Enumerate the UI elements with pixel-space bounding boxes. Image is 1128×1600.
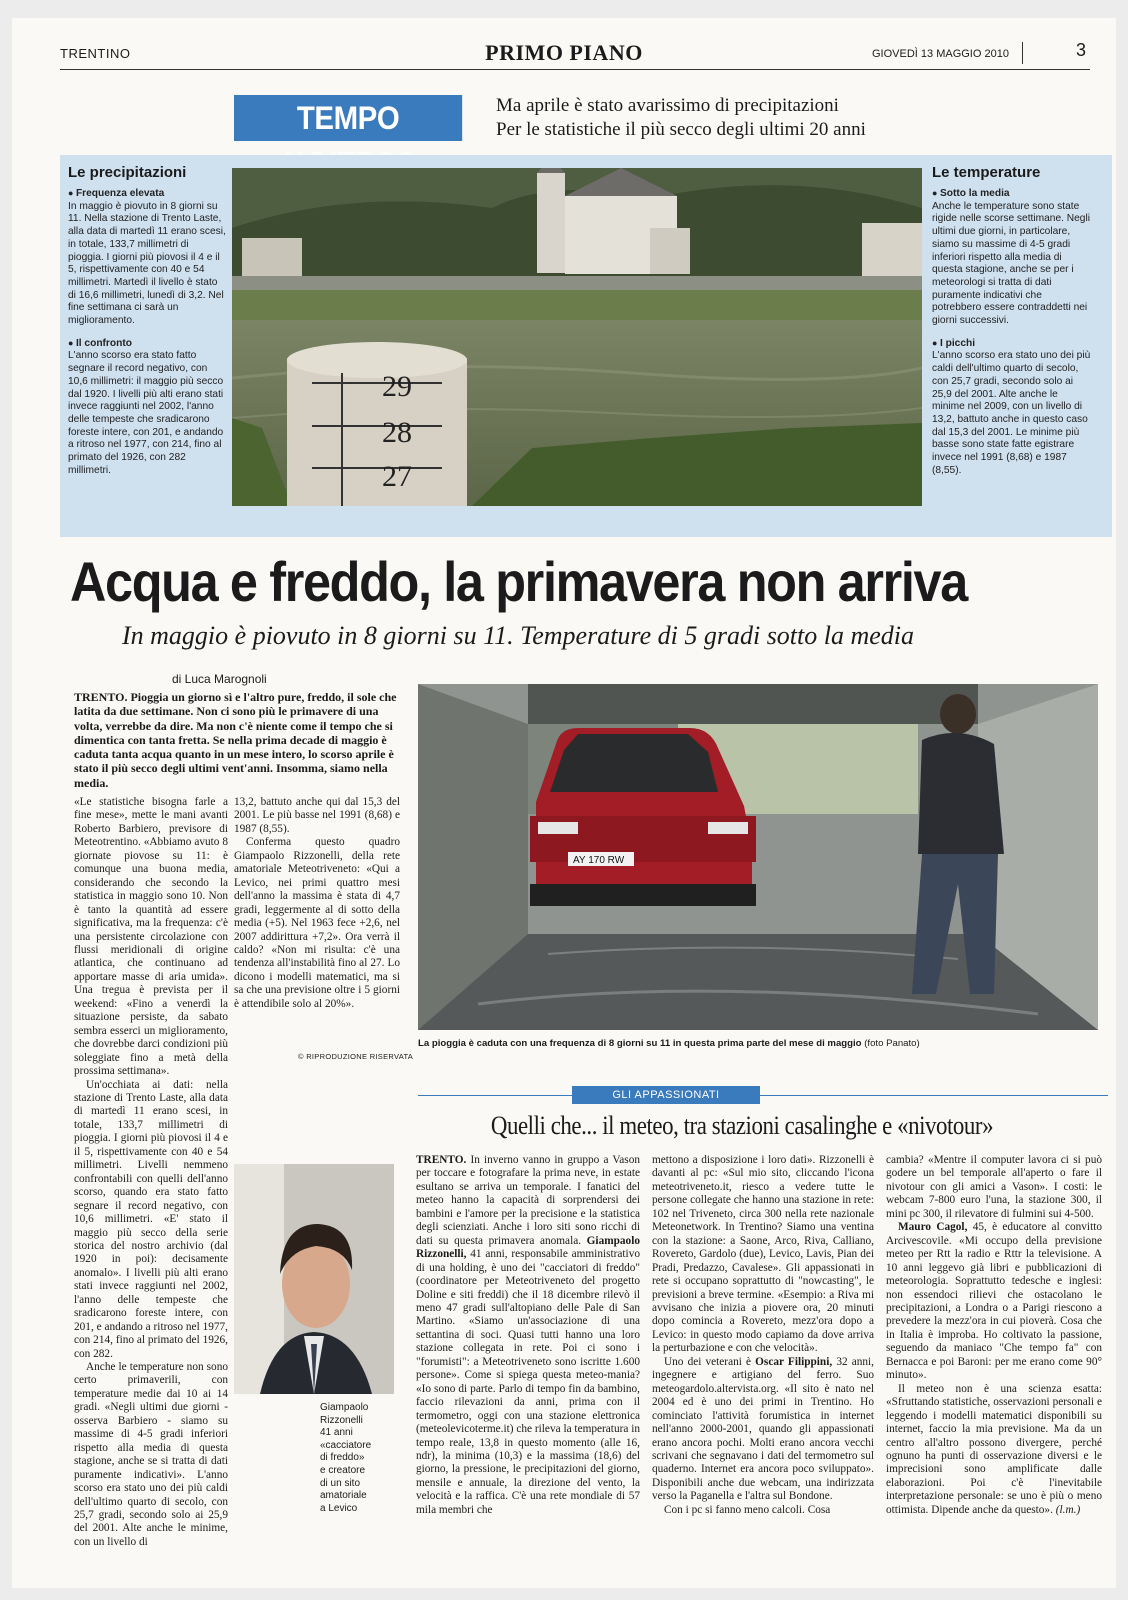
caption-text: La pioggia è caduta con una frequenza di 8 giorni su 11 in questa prima parte del mese di maggio <box>418 1038 862 1049</box>
precipitation-title: Le precipitazioni <box>68 164 187 181</box>
frequency-heading: ● Frequenza elevata <box>68 188 164 199</box>
gauge-number-27: 27 <box>382 460 412 493</box>
precipitation-panel <box>68 164 226 477</box>
page-number: 3 <box>1076 40 1087 60</box>
main-subhead: In maggio è piovuto in 8 giorni su 11. Temperature di 5 gradi sotto la media <box>122 621 915 650</box>
appassionati-column-1: TRENTO. In inverno vanno in gruppo a Vason per toccare e fotografare la prima neve, in estate esultano se arriva un temporale. I fanatici del meteo hanno la capacità di sorprendersi dei bambini e l'amore per la precisione e la statistica degli scienziati. Anche i loro siti sono ricchi di dati su questa primavera anomala. Giampaolo Rizzonelli, 41 anni, responsabile amministrativo di una holding, è uno dei "cacciatori di freddo" (coordinatore per Meteotriveneto del progetto Doline e siti freddi) che il 18 dicembre rilevò il meno 47 gradi sull'altopiano delle Pale di San Martino. «Siamo un'associazione di una settantina di soci. Quasi tutti hanno una loro stazione collegata in rete. Poi ci sono i "forumisti": a Meteotriveneto sono iscritte 1.600 persone». Come si spiega questa meteo-mania? «Io sono di parte. Parlo di tempo fin da bambino, faccio rilevazioni da anni, prima con il termometro, oggi con una stazione elettronica (meteolevicoterme.it) che rileva la temperatura in tempo reale, 13,8 in questo momento (alle 16, ndr), la minima (10,3) e la massima (18,6) del giorno, la pressione, le precipitazioni del giorno, mensile e annuale, la direzione del vento, la velocità e la raffica. C'è una rete mondiale di 57 mila membri che <box>416 1154 640 1516</box>
col2-paragraph-2: Conferma questo quadro Giampaolo Rizzonelli, della rete amatoriale Meteotriveneto: «Qui a Levico, nei primi quattro mesi dell'anno la massima è stata di 4,7 gradi, leggermente al di sotto della media (+5). Nel 1963 fece +2,6, nel 2007 addirittura +7,2». Ora verrà il caldo? «Non mi risulta: c'è una tendenza all'instabilità fino al 27. Lo dicono i modelli matematici, ma si sa che una previsione oltre i 5 giorni è attendibile solo al 20%». <box>234 836 400 1010</box>
newspaper-page <box>12 18 1116 1588</box>
person-filippini: Oscar Filippini, <box>755 1355 833 1368</box>
appassionati-column-3: cambia? «Mentre il computer lavora ci si può godere un bel temporale all'aperto o fare il nivotour con gli amici a Vason». I costi: le webcam 7-800 euro l'una, la stazione 300, il mini pc 300, il rilevatore di fulmini sui 4-500. Mauro Cagol, 45, è educatore al convitto Arcivescovile. «Mi occupo della previsione meteo per Rtt la radio e Rttr la televisione. A 10 anni leggevo già libri e pubblicazioni di meteorologia. Soprattutto tedesche e inglesi: non essendoci rilievi che ostacolano le precipitazioni, a Londra o a Parigi riescono a prevedere la mezz'ora in cui pioverà. Cosa che in Italia è improba. Ho coltivato la passione, seguendo da maniaco "Che tempo fa" con Bernacca e poi Baroni: per me erano come 90° minuto». Il meteo non è una scienza esatta: «Sfruttando statistiche, osservazioni personali e leggendo i modelli matematici disponibili su internet, faccio la mia previsione. Ma da un centro all'altro possono divergere, perché ognuno ha punti di osservazione diversi e le imprecisioni sono amplificate dalle elaborazioni. Poi c'è l'inevitabile interpretazione personale: se uno è più o meno ottimista. Dipende anche da questo». (l.m.) <box>886 1154 1102 1516</box>
gauge-number-28: 28 <box>382 416 412 449</box>
article-column-1 <box>74 796 228 1556</box>
gauge-number-29: 29 <box>382 370 412 403</box>
col1-paragraph-1: «Le statistiche bisogna farle a fine mese», mette le mani avanti Roberto Barbiero, previsore di Meteotrentino. «Abbiamo avuto 8 giornate piovose su 11: è comunque una buona media, considerando che secondo la statistica in maggio sono 10. Non è tanto la quantità ad essere significativa, ma la frequenza: c'è una persistente circolazione con flussi meridionali di origine atlantica, che continuano ad apportare masse di aria umida». Una tregua è prevista per il weekend: «Fino a venerdì la situazione persiste, da sabato sembra esserci un miglioramento, che dovrebbe darci condizioni più soleggiate fino a metà della prossima settimana». <box>74 796 228 1078</box>
temperature-title: Le temperature <box>932 164 1041 181</box>
header-separator <box>1022 42 1023 64</box>
below-average-heading: ● Sotto la media <box>932 188 1010 199</box>
appassionati-dateline: TRENTO. <box>416 1154 467 1166</box>
col1-paragraph-3: Anche le temperature non sono certo primaverili, con temperature medie dai 10 ai 14 gradi. «Negli ultimi due giorni - osserva Barbiero - siamo su massime di 4-5 gradi inferiori rispetto alla media di questa stagione, anche se si tratta di dati puramente indicativi». L'anno scorso era stato uno dei più caldi dell'ultimo quarto di secolo, con 25,7 gradi, secondo solo ai 25,9 del 2001. Alte anche le minime, con un livello di <box>74 1361 228 1548</box>
col1-paragraph-2: Un'occhiata ai dati: nella stazione di Trento Laste, alla data di martedì 11 erano scesi, in totale, 133,7 millimetri di pioggia. I giorni più piovosi il 4 e il 5, rispettivamente con 40 e 54 millimetri. Livelli nemmeno confrontabili con quelli dell'anno scorso, quando era stato fatto segnare il record negativo, con 10,6 millimetri. «E' stato il maggio più secco della serie storica del nostro archivio (dal 1920 in poi): decisamente anomalo». I livelli più alti erano stati invece raggiunti nel 2002, l'anno delle tempeste che sradicarono foreste intere, con 201, e andando a ritroso nel 1977, con 214, fino al primato del 1926, con 282. <box>74 1078 228 1360</box>
kicker <box>496 94 926 142</box>
byline: di Luca Marognoli <box>172 672 267 686</box>
below-average-text: Anche le temperature sono state rigide nelle scorse settimane. Negli ultimi due giorni, in particolare, siamo su massime di 4-5 gradi inferiori rispetto alla media di questa stagione, anche se per i meteorologi si tratta di dati puramente indicativi che potrebbero essere contraddetti nei giorni successivi. <box>932 200 1090 327</box>
portrait-caption: Giampaolo Rizzonelli 41 anni «cacciatore di freddo» e creatore di un sito amatoriale a Levico <box>320 1402 372 1514</box>
section-rule <box>418 1095 1108 1096</box>
temperature-panel <box>932 164 1092 477</box>
comparison-heading: ● Il confronto <box>68 338 132 349</box>
header-rule <box>60 69 1090 70</box>
issue-date: GIOVEDÌ 13 MAGGIO 2010 <box>872 48 1009 60</box>
kicker-line-1: Ma aprile è stato avarissimo di precipitazioni <box>496 95 839 116</box>
author-signature: (l.m.) <box>1055 1503 1081 1516</box>
frequency-text: In maggio è piovuto in 8 giorni su 11. Nella stazione di Trento Laste, alla data di martedì 11 erano scesi, in totale, 133,7 millimetri di pioggia. I giorni più piovosi il 4 e il 5, rispettivamente con 40 e 54 millimetri. Martedì il livello è stato di 16,6 millimetri, lunedì di 3,2. Nel fine settimana ci sarà un miglioramento. <box>68 200 226 327</box>
river-photo <box>232 168 922 506</box>
person-rizzonelli: Giampaolo Rizzonelli, <box>416 1234 640 1261</box>
article-column-2 <box>234 796 400 1046</box>
dateline: TRENTO. <box>74 690 128 704</box>
secondary-headline: Quelli che... il meteo, tra stazioni casalinghe e «nivotour» <box>490 1111 994 1140</box>
comparison-text: L'anno scorso era stato fatto segnare il record negativo, con 10,6 millimetri: il maggio più secco dal 1920. I livelli più alti erano stati invece raggiunti nel 2002, l'anno delle tempeste che sradicarono foreste intere, con 201, e andando a ritroso nel 1977, con 214, fino al primato del 1926, con 282 millimetri. <box>68 350 224 476</box>
section-tag-appassionati: GLI APPASSIONATI <box>572 1086 760 1104</box>
article-intro <box>74 690 402 790</box>
section-label: TRENTINO <box>60 46 131 61</box>
person-cagol: Mauro Cagol, <box>898 1221 968 1234</box>
page-title: PRIMO PIANO <box>485 40 643 65</box>
flooded-underpass-photo <box>418 684 1098 1030</box>
license-plate: AY 170 RW <box>573 855 625 866</box>
portrait-photo <box>234 1164 394 1394</box>
appassionati-column-2: mettono a disposizione i loro dati». Rizzonelli è davanti al pc: «Sul mio sito, cliccando l'icona meteotriveneto.it, riesco a vedere tutte le persone collegate che hanno una stazione in rete: 102 nel Triveneto, circa 300 nella rete nazionale Meteonetwork. In Trentino? Siamo una ventina con la stazione: a Saone, Arco, Riva, Calliano, Rovereto, Gardolo (due), Levico, Lavis, Pian dei Pradi, Predazzo, Cavalese». Gli appassionati in rete si occupano soprattutto di "nowcasting", le previsioni a breve termine. «Esempio: a Riva mi avvisano che inizia a piovere ora, 20 minuti dopo comincia a Rovereto, mezz'ora dopo a Levico: in questo modo capiamo da dove arriva la perturbazione e con che velocità». Uno dei veterani è Oscar Filippini, 32 anni, ingegnere e artigiano del ferro. Suo meteogardolo.altervista.org. «Il sito è nato nel 2004 ed è uno dei primi in Trentino. Ho cominciato l'attività forumistica in internet nell'anno 2000-2001, quando gli appassionati erano ancora pochi. Molti erano ancora vecchi scrivani che segnavano i dati del termometro sul quaderno. Internet era ancora poco sviluppato». Disponibili anche due webcam, una indirizzata verso la Paganella e l'altra sul Bondone. Con i pc si fanno meno calcoli. Cosa <box>652 1154 874 1516</box>
copyright-note: © RIPRODUZIONE RISERVATA <box>298 1052 414 1061</box>
kicker-line-2: Per le statistiche il più secco degli ultimi 20 anni <box>496 119 866 140</box>
photo-credit: (foto Panato) <box>864 1038 920 1049</box>
col2-paragraph-1: 13,2, battuto anche qui dal 15,3 del 2001. Le più basse nel 1991 (8,68) e 1987 (8,55). <box>234 796 400 835</box>
topic-tag: TEMPO <box>234 95 462 141</box>
peaks-heading: ● I picchi <box>932 338 975 349</box>
main-headline: Acqua e freddo, la primavera non arriva <box>70 550 967 613</box>
photo-caption <box>418 1038 1098 1050</box>
peaks-text: L'anno scorso era stato uno dei più caldi dell'ultimo quarto di secolo, con 25,7 gradi, secondo solo ai 25,9 del 2001. Alte anche le minime nel 2009, con un livello di 13,2, battuto anche in questo caso dal 15,3 del 2001. Le minime più basse sono state fatte egistrare invece nel 1991 (8,68) e 1987 (8,55). <box>932 350 1091 476</box>
intro-text: Pioggia un giorno sì e l'altro pure, freddo, il sole che latita da due settimane. Non ci sono più le primavere di una volta, verrebbe da dire. Ma non c'è niente come il tempo che si dimentica con tanta fretta. Se nella prima decade di maggio è caduta tanta acqua quanto in un mese intero, lo scorso aprile è stato il più secco degli ultimi vent'anni. Insomma, siamo nella media. <box>74 690 397 790</box>
